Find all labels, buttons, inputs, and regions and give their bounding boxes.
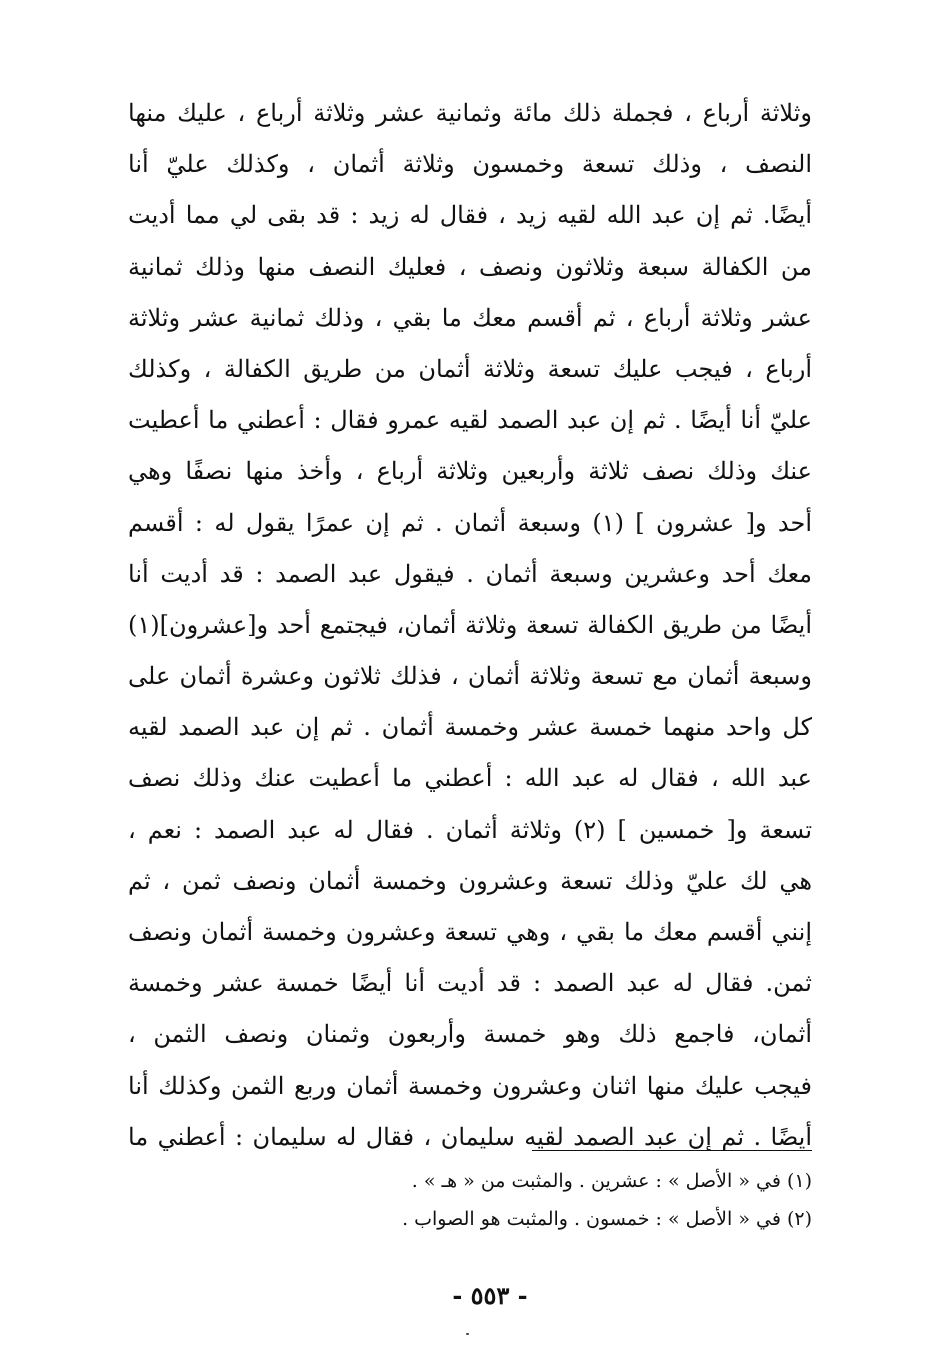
text-line: هي لك عليّ وذلك تسعة وعشرون وخمسة أثمان ونصف ثمن ، ثم (128, 866, 812, 895)
text-line: أيضًا من طريق الكفالة تسعة وثلاثة أثمان، فيجتمع أحد و[عشرون](١) (128, 610, 812, 639)
main-text-block (128, 88, 812, 1163)
footnote-separator (532, 1150, 812, 1151)
text-line: أرباع ، فيجب عليك تسعة وثلاثة أثمان من طريق الكفالة ، وكذلك (128, 354, 812, 383)
text-line: عنك وذلك نصف ثلاثة وأربعين وثلاثة أرباع ، وأخذ منها نصفًا وهي (128, 457, 812, 486)
text-line: تسعة و[ خمسين ] (٢) وثلاثة أثمان . فقال له عبد الصمد : نعم ، (128, 815, 812, 844)
scan-speck (466, 1333, 469, 1335)
text-line: إنني أقسم معك ما بقي ، وهي تسعة وعشرون وخمسة أثمان ونصف (128, 918, 812, 946)
footnote-2: (٢) في « الأصل » : خمسون . والمثبت هو الصواب . (402, 1208, 812, 1230)
text-line: وسبعة أثمان مع تسعة وثلاثة أثمان ، فذلك ثلاثون وعشرة أثمان على (128, 662, 812, 691)
text-line: أثمان، فاجمع ذلك وهو خمسة وأربعون وثمنان ونصف الثمن ، (128, 1020, 812, 1049)
text-line: عبد الله ، فقال له عبد الله : أعطني ما أعطيت عنك وذلك نصف (128, 764, 812, 793)
text-line: معك أحد وعشرين وسبعة أثمان . فيقول عبد الصمد : قد أديت أنا (128, 559, 812, 588)
text-line: كل واحد منهما خمسة عشر وخمسة أثمان . ثم إن عبد الصمد لقيه (128, 713, 812, 742)
text-line: أيضًا . ثم إن عبد الصمد لقيه سليمان ، فقال له سليمان : أعطني ما (128, 1122, 812, 1151)
text-line: من الكفالة سبعة وثلاثون ونصف ، فعليك النصف منها وذلك ثمانية (128, 252, 812, 281)
footnote-1: (١) في « الأصل » : عشرين . والمثبت من « هـ » . (411, 1170, 812, 1192)
text-line: عشر وثلاثة أرباع ، ثم أقسم معك ما بقي ، وذلك ثمانية عشر وثلاثة (128, 303, 812, 332)
page-number: - ٥٥٣ - (452, 1281, 528, 1310)
footnotes-block (320, 1162, 812, 1238)
text-line: أحد و[ عشرون ] (١) وسبعة أثمان . ثم إن عمرًا يقول له : أقسم (128, 508, 812, 537)
text-line: عليّ أنا أيضًا . ثم إن عبد الصمد لقيه عمرو فقال : أعطني ما أعطيت (128, 406, 812, 435)
text-line: أيضًا. ثم إن عبد الله لقيه زيد ، فقال له زيد : قد بقى لي مما أديت (128, 201, 812, 230)
text-line: فيجب عليك منها اثنان وعشرون وخمسة أثمان وربع الثمن وكذلك أنا (128, 1071, 812, 1100)
text-line: وثلاثة أرباع ، فجملة ذلك مائة وثمانية عشر وثلاثة أرباع ، عليك منها (128, 99, 812, 127)
text-line: ثمن. فقال له عبد الصمد : قد أديت أنا أيضًا خمسة عشر وخمسة (128, 969, 812, 998)
text-line: النصف ، وذلك تسعة وخمسون وثلاثة أثمان ، وكذلك عليّ أنا (128, 150, 812, 179)
